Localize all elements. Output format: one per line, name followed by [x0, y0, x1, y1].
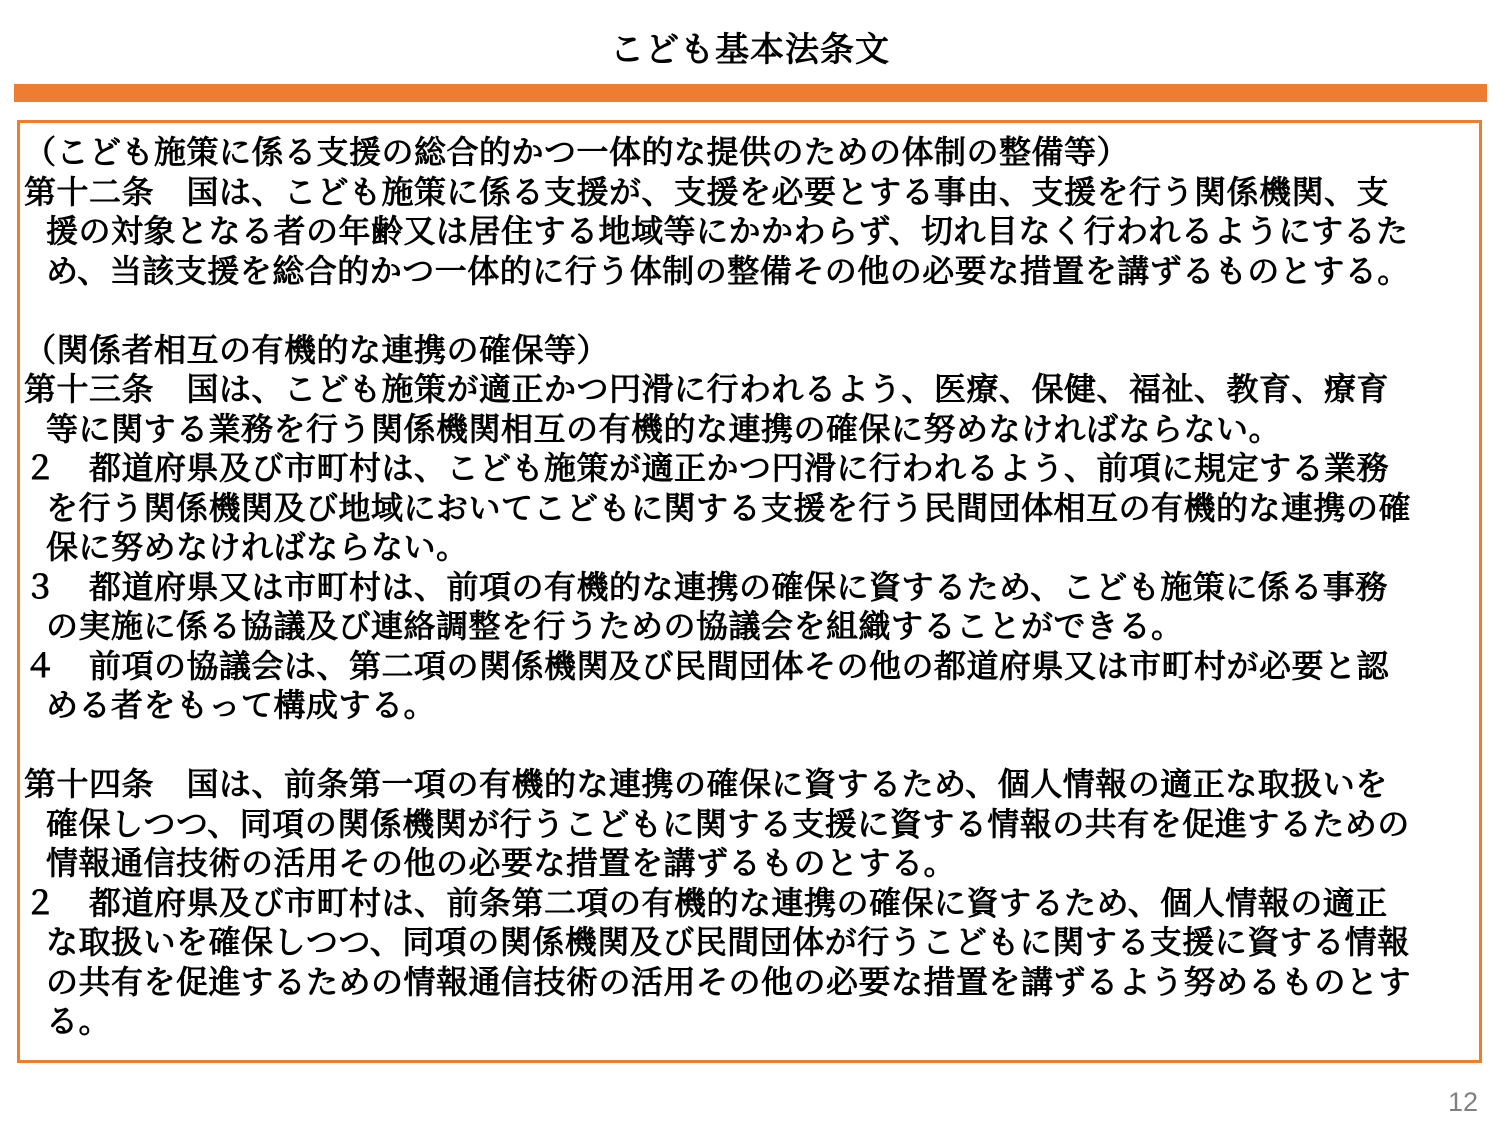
title-accent-bar	[14, 84, 1487, 102]
law-text-line: 援の対象となる者の年齢又は居住する地域等にかかわらず、切れ目なく行われるようにするた	[46, 213, 1409, 249]
law-text-line: 第十三条 国は、こども施策が適正かつ円滑に行われるよう、医療、保健、福祉、教育、療育	[24, 371, 1390, 407]
page-number: 12	[1447, 1087, 1478, 1117]
law-text-line: 等に関する業務を行う関係機関相互の有機的な連携の確保に努めなければならない。	[46, 410, 1282, 447]
law-text-line: の共有を促進するための情報通信技術の活用その他の必要な措置を講ずるよう努めるものとす	[46, 963, 1412, 1000]
law-text-line: 第十四条 国は、前条第一項の有機的な連携の確保に資するため、個人情報の適正な取扱いを	[24, 766, 1388, 802]
law-text-box	[17, 120, 1482, 1063]
law-text-line: る。	[46, 1003, 112, 1039]
law-text-lines	[24, 133, 1469, 1042]
law-text-line: め、当該支援を総合的かつ一体的に行う体制の整備その他の必要な措置を講ずるものとする。	[46, 252, 1410, 289]
page-title: こども基本法条文	[610, 31, 890, 69]
law-text-line: ２ 都道府県及び市町村は、前条第二項の有機的な連携の確保に資するため、個人情報の適正	[24, 884, 1388, 921]
law-text-line: の実施に係る協議及び連絡調整を行うための協議会を組織することができる。	[46, 608, 1184, 644]
law-text-line: 第十二条 国は、こども施策に係る支援が、支援を必要とする事由、支援を行う関係機関、支	[24, 173, 1390, 210]
law-text-line: 保に努めなければならない。	[46, 529, 469, 565]
law-text-line	[24, 726, 1469, 766]
law-text-line: （こども施策に係る支援の総合的かつ一体的な提供のための体制の整備等）	[24, 134, 1130, 170]
law-text-line	[24, 291, 1469, 331]
law-text-line: ３ 都道府県又は市町村は、前項の有機的な連携の確保に資するため、こども施策に係る事務	[24, 568, 1388, 605]
law-text-line: （関係者相互の有機的な連携の確保等）	[24, 331, 610, 368]
law-text-line: な取扱いを確保しつつ、同項の関係機関及び民間団体が行うこどもに関する支援に資する情報	[46, 924, 1410, 960]
law-text-line: 情報通信技術の活用その他の必要な措置を講ずるものとする。	[46, 845, 957, 881]
law-text-line: める者をもって構成する。	[46, 687, 437, 723]
law-text-line: ４ 前項の協議会は、第二項の関係機関及び民間団体その他の都道府県又は市町村が必要と認	[24, 647, 1390, 684]
law-text-line: 確保しつつ、同項の関係機関が行うこどもに関する支援に資する情報の共有を促進するための	[46, 805, 1410, 842]
law-text-line: を行う関係機関及び地域においてこどもに関する支援を行う民間団体相互の有機的な連携の確	[46, 489, 1412, 526]
law-text-line: ２ 都道府県及び市町村は、こども施策が適正かつ円滑に行われるよう、前項に規定する業務	[24, 450, 1390, 486]
